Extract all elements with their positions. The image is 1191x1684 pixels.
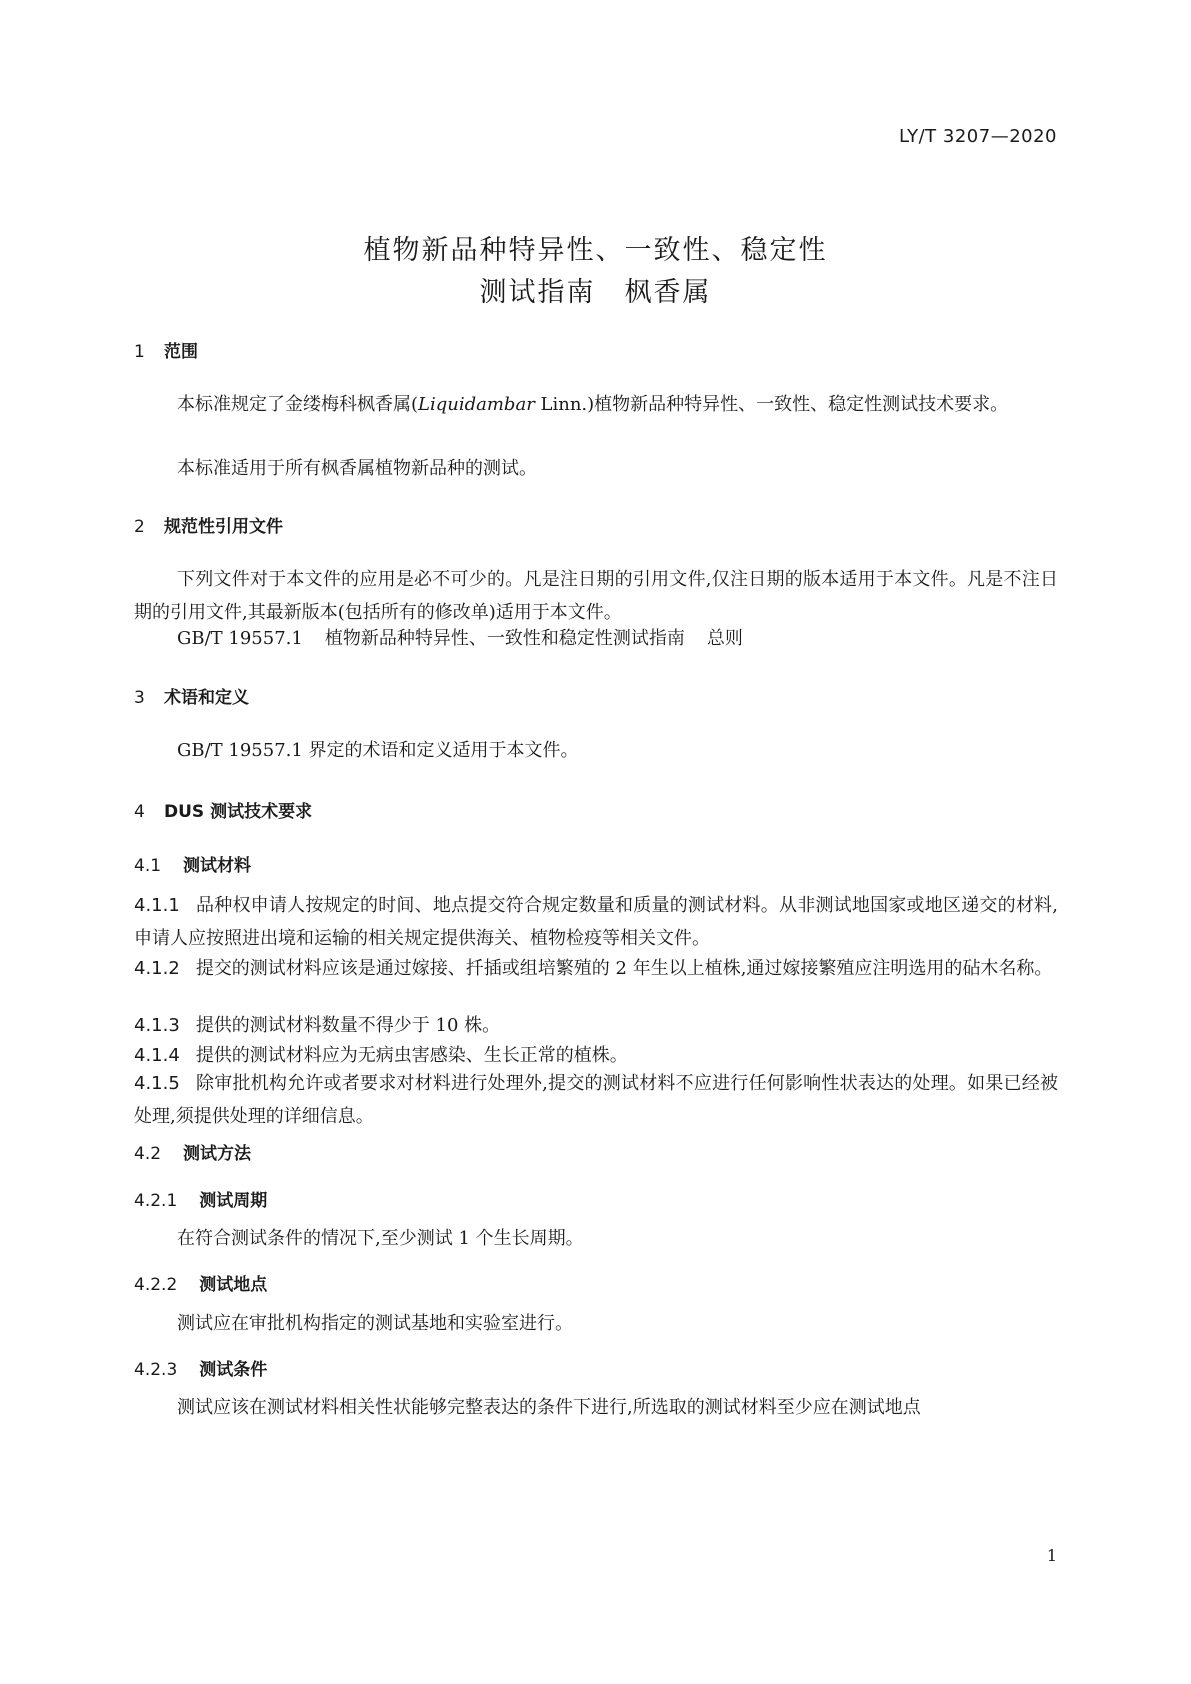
subsection-heading-test-conditions	[134, 1355, 267, 1380]
section-title: 术语和定义	[164, 688, 249, 708]
subsection-heading-test-location	[134, 1270, 267, 1295]
page-number: 1	[1046, 1546, 1057, 1565]
subsection-title: 测试方法	[183, 1144, 252, 1164]
subsection-heading-test-method	[134, 1139, 251, 1164]
section-heading-terms	[134, 683, 249, 708]
section-number: 3	[134, 688, 145, 708]
reference-code: GB/T 19557.1	[177, 628, 303, 649]
section-number: 4	[134, 802, 145, 822]
scope-paragraph-1	[134, 388, 1058, 421]
scope-text-post: Linn.)植物新品种特异性、一致性、稳定性测试技术要求。	[534, 394, 1009, 415]
reference-title: 植物新品种特异性、一致性和稳定性测试指南	[324, 628, 685, 649]
section-heading-dus-requirements	[134, 797, 312, 822]
clause-number: 4.1.3	[134, 1015, 180, 1036]
test-location-text: 测试应在审批机构指定的测试基地和实验室进行。	[177, 1313, 573, 1334]
clause-text: 品种权申请人按规定的时间、地点提交符合规定数量和质量的测试材料。从非测试地国家或地区递交的材料,申请人应按照进出境和运输的相关规定提供海关、植物检疫等相关文件。	[134, 895, 1058, 949]
scope-paragraph-2: 本标准适用于所有枫香属植物新品种的测试。	[177, 458, 537, 479]
subsection-number: 4.2.2	[134, 1275, 178, 1295]
clause-number: 4.1.5	[134, 1073, 180, 1094]
scope-text-pre: 本标准规定了金缕梅科枫香属(	[177, 394, 419, 415]
genus-latin-name: Liquidambar	[418, 394, 535, 415]
test-period-text: 在符合测试条件的情况下,至少测试 1 个生长周期。	[177, 1228, 584, 1249]
subsection-number: 4.1	[134, 856, 162, 876]
terms-paragraph: GB/T 19557.1 界定的术语和定义适用于本文件。	[177, 740, 579, 761]
clause-text: 提交的测试材料应该是通过嫁接、扦插或组培繁殖的 2 年生以上植株,通过嫁接繁殖应注明选用的砧木名称。	[195, 958, 1053, 979]
reference-entry	[177, 624, 743, 650]
section-title: 范围	[164, 342, 198, 362]
clause-4-1-5	[134, 1067, 1058, 1133]
subsection-title: 测试条件	[199, 1360, 268, 1380]
section-number: 2	[134, 517, 145, 537]
subsection-title: 测试周期	[199, 1191, 268, 1211]
document-title-line2: 测试指南 枫香属	[479, 277, 712, 308]
clause-4-1-1	[134, 889, 1058, 955]
standard-code: LY/T 3207—2020	[898, 126, 1057, 147]
references-paragraph: 下列文件对于本文件的应用是必不可少的。凡是注日期的引用文件,仅注日期的版本适用于本文件。凡是不注日期的引用文件,其最新版本(包括所有的修改单)适用于本文件。	[134, 569, 1058, 623]
subsection-title: 测试地点	[199, 1275, 268, 1295]
subsection-heading-test-material	[134, 851, 251, 876]
clause-number: 4.1.1	[134, 895, 180, 916]
subsection-number: 4.2	[134, 1144, 162, 1164]
section-number: 1	[134, 342, 145, 362]
subsection-number: 4.2.1	[134, 1191, 178, 1211]
section-title: 规范性引用文件	[164, 517, 283, 537]
document-title-line1: 植物新品种特异性、一致性、稳定性	[363, 235, 828, 266]
clause-number: 4.1.2	[134, 958, 180, 979]
section-heading-normative-references	[134, 512, 283, 537]
clause-text: 提供的测试材料数量不得少于 10 株。	[195, 1015, 501, 1036]
clause-4-1-3	[134, 1009, 1058, 1042]
clause-text: 提供的测试材料应为无病虫害感染、生长正常的植株。	[195, 1045, 628, 1066]
section-title: DUS 测试技术要求	[164, 802, 313, 822]
section-heading-scope	[134, 337, 198, 362]
clause-number: 4.1.4	[134, 1045, 180, 1066]
clause-4-1-2	[134, 952, 1058, 985]
test-conditions-text: 测试应该在测试材料相关性状能够完整表达的条件下进行,所选取的测试材料至少应在测试地点	[177, 1397, 921, 1418]
subsection-title: 测试材料	[183, 856, 252, 876]
reference-suffix: 总则	[706, 628, 743, 649]
subsection-number: 4.2.3	[134, 1360, 178, 1380]
subsection-heading-test-period	[134, 1186, 267, 1211]
clause-text: 除审批机构允许或者要求对材料进行处理外,提交的测试材料不应进行任何影响性状表达的处理。如果已经被处理,须提供处理的详细信息。	[134, 1073, 1058, 1127]
